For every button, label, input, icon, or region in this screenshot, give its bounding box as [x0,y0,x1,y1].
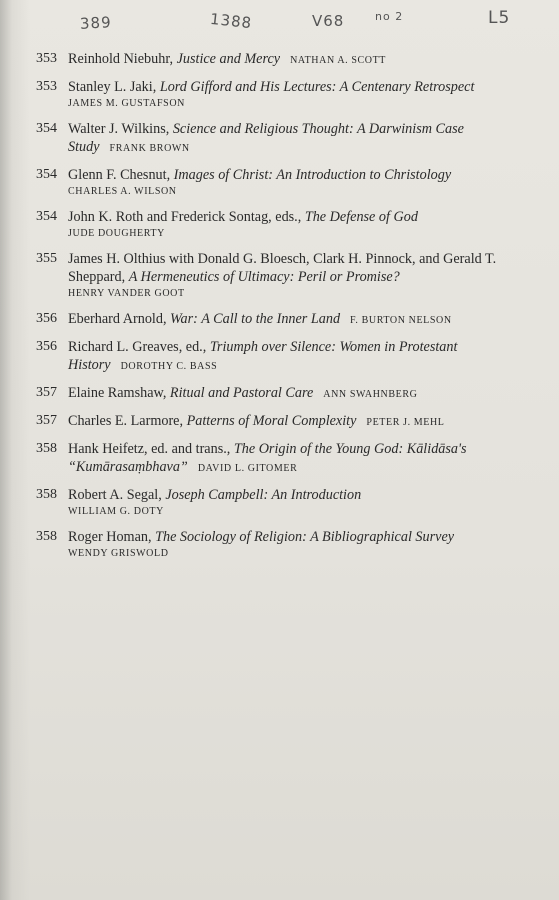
review-entry [0,310,559,330]
review-entry [0,528,559,562]
review-entry [0,440,559,478]
reviewer-name: NATHAN A. SCOTT [290,55,387,66]
book-title: The Origin of the Young God: Kālidāsa's “Kumārasaṃbhava” [68,441,467,475]
page-number: 356 [36,311,57,326]
review-entry [0,384,559,404]
book-title: A Hermeneutics of Ultimacy: Peril or Promise? [128,269,400,285]
book-author: Reinhold Niebuhr, [68,51,177,67]
reviewer-name: PETER J. MEHL [366,417,445,428]
page-number: 354 [36,209,57,224]
review-entry [0,412,559,432]
book-author: Walter J. Wilkins, [68,121,173,137]
page-number: 358 [36,487,57,502]
review-entry [0,486,559,520]
book-title: Ritual and Pastoral Care [169,385,314,401]
reviewer-name: WENDY GRISWOLD [68,548,169,559]
page-number: 357 [36,413,57,428]
book-title: Triumph over Silence: Women in Protestant History [68,339,458,373]
page-number: 353 [36,51,57,66]
book-author: Hank Heifetz, ed. and trans., [68,441,234,457]
handwritten-note: V68 [312,12,345,30]
book-author: Charles E. Larmore, [68,413,187,429]
book-title: Joseph Campbell: An Introduction [165,487,362,503]
review-entry [0,50,559,70]
reviewer-name: DAVID L. GITOMER [197,463,298,474]
page-number: 354 [36,121,57,136]
book-author: Stanley L. Jaki, [68,79,160,95]
page-number: 357 [36,385,57,400]
book-title: Lord Gifford and His Lectures: A Centenary Retrospect [159,79,475,95]
reviewer-name: HENRY VANDER GOOT [68,288,185,299]
book-title: The Defense of God [304,209,418,225]
book-title: Justice and Mercy [176,51,281,67]
reviewer-name: F. BURTON NELSON [350,315,452,326]
review-entry [0,250,559,302]
book-author: Richard L. Greaves, ed., [68,339,210,355]
review-entry [0,166,559,200]
book-author: Robert A. Segal, [68,487,166,503]
handwritten-note: 1388 [209,9,254,33]
reviewer-name: WILLIAM G. DOTY [68,506,164,517]
reviewer-name: JUDE DOUGHERTY [68,228,165,239]
handwritten-note: 389 [79,13,113,33]
reviewer-name: ANN SWAHNBERG [323,389,418,400]
handwritten-note: no 2 [375,10,404,23]
book-title: Science and Religious Thought: A Darwinism Case Study [68,121,464,155]
book-title: War: A Call to the Inner Land [170,311,341,327]
page-number: 356 [36,339,57,354]
review-entry [0,120,559,158]
review-entry [0,338,559,376]
book-title: Patterns of Moral Complexity [186,413,357,429]
handwritten-note: L5 [488,8,511,28]
book-author: John K. Roth and Frederick Sontag, eds., [68,209,305,225]
book-title: The Sociology of Religion: A Bibliographical Survey [155,529,455,545]
page-number: 353 [36,79,57,94]
page-number: 355 [36,251,57,266]
book-title: Images of Christ: An Introduction to Christology [173,167,452,183]
book-author: James H. Olthius with Donald G. Bloesch, Clark H. Pinnock, and Gerald T. Sheppard, [68,251,497,285]
reviewer-name: CHARLES A. WILSON [68,186,177,197]
page-number: 358 [36,441,57,456]
book-author: Roger Homan, [68,529,156,545]
page-number: 358 [36,529,57,544]
review-list [0,50,559,570]
reviewer-name: JAMES M. GUSTAFSON [68,98,185,109]
reviewer-name: DOROTHY C. BASS [120,361,218,372]
page-number: 354 [36,167,57,182]
reviewer-name: FRANK BROWN [109,143,190,154]
review-entry [0,78,559,112]
book-author: Eberhard Arnold, [68,311,171,327]
book-author: Elaine Ramshaw, [68,385,170,401]
review-entry [0,208,559,242]
book-author: Glenn F. Chesnut, [68,167,174,183]
